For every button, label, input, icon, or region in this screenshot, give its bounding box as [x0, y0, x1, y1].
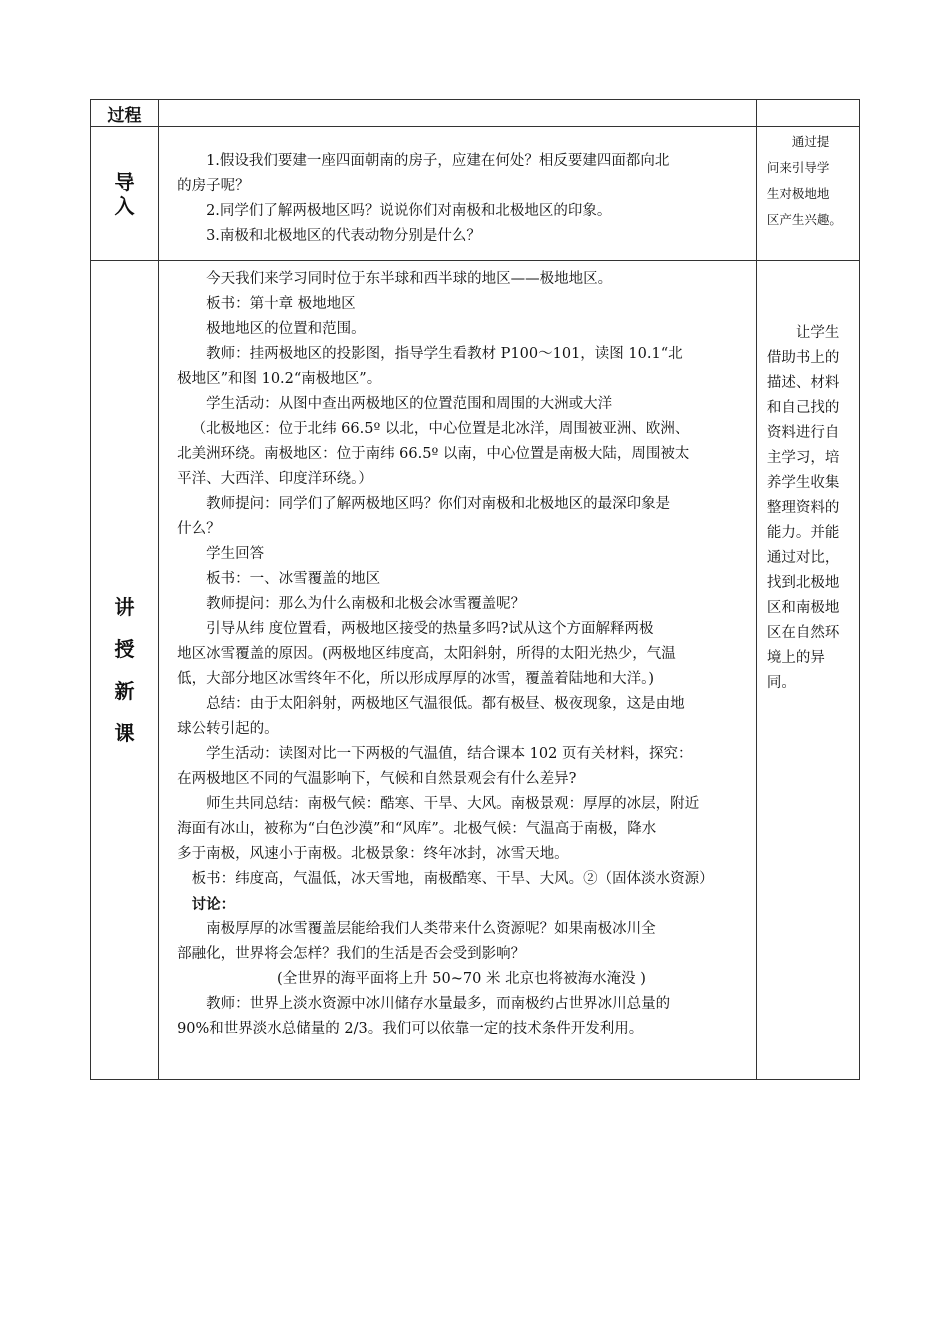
lesson-plan-table: [90, 99, 860, 1080]
main-note-line: 通过对比，: [766, 550, 840, 566]
intro-line: 3.南极和北极地区的代表动物分别是什么？: [206, 228, 481, 244]
main-line: 教师提问：那么为什么南极和北极会冰雪覆盖呢？: [206, 596, 526, 612]
header-blank-cell: [159, 100, 757, 127]
main-line: 球公转引起的。: [177, 721, 279, 737]
main-note-line: 和自己找的: [766, 400, 840, 416]
main-line: 低，大部分地区冰雪终年不化，所以形成厚厚的冰雪，覆盖着陆地和大洋。): [177, 671, 654, 687]
main-note-line: 能力。并能: [766, 525, 840, 541]
intro-line: 1.假设我们要建一座四面朝南的房子，应建在何处？相反要建四面都向北: [206, 153, 670, 169]
main-note-line: 养学生收集: [766, 475, 840, 491]
main-line: 板书：第十章 极地地区: [206, 296, 356, 312]
main-line: 平洋、大西洋、印度洋环绕。）: [177, 471, 373, 487]
main-line: 师生共同总结：南极气候：酷寒、干旱、大风。南极景观：厚厚的冰层，附近: [206, 796, 700, 812]
main-line: 板书：一、冰雪覆盖的地区: [206, 571, 381, 587]
intro-note-line: 生对极地地: [766, 186, 830, 201]
main-line: 今天我们来学习同时位于东半球和西半球的地区——极地地区。: [206, 271, 613, 287]
main-line: (全世界的海平面将上升 50~70 米 北京也将被海水淹没 ): [277, 971, 646, 987]
main-line: 在两极地区不同的气温影响下，气候和自然景观会有什么差异?: [177, 771, 577, 787]
main-label-char: 授: [114, 637, 135, 661]
header-notes-blank-cell: [756, 100, 859, 127]
main-line: 学生活动：从图中查出两极地区的位置范围和周围的大洲或大洋: [206, 396, 613, 412]
intro-content-cell: [159, 127, 757, 261]
intro-label-cell: [91, 127, 159, 261]
intro-note-line: 通过提: [791, 134, 830, 149]
main-line: 学生活动：读图对比一下两极的气温值，结合课本 102 页有关材料，探究：: [206, 746, 693, 762]
process-label: 过程: [107, 105, 142, 126]
discussion-heading: 讨论：: [191, 896, 236, 913]
main-line: 板书：纬度高，气温低，冰天雪地，南极酷寒、干旱、大风。②（固体淡水资源）: [191, 871, 714, 887]
main-line: 教师：挂两极地区的投影图，指导学生看教材 P100～101，读图 10.1“北: [206, 346, 683, 362]
intro-line: 2.同学们了解两极地区吗？说说你们对南极和北极地区的印象。: [206, 203, 612, 219]
main-content-cell: [159, 261, 757, 1080]
main-note-line: 主学习，培: [766, 450, 840, 466]
main-note-line: 区在自然环: [766, 625, 840, 641]
main-note-line: 资料进行自: [766, 425, 840, 441]
intro-label-char: 入: [114, 193, 135, 218]
intro-row: [91, 127, 860, 261]
main-line: 什么？: [177, 521, 221, 537]
main-label-char: 新: [114, 679, 135, 703]
main-note-line: 找到北极地: [766, 575, 840, 591]
intro-note-line: 区产生兴趣。: [766, 212, 842, 227]
main-note-line: 让学生: [795, 325, 840, 341]
main-note-line: 整理资料的: [766, 500, 840, 516]
main-note-line: 描述、材料: [766, 375, 840, 391]
main-note-line: 境上的异: [766, 650, 825, 666]
main-line: 教师提问：同学们了解两极地区吗？你们对南极和北极地区的最深印象是: [206, 496, 671, 512]
main-line: （北极地区：位于北纬 66.5º 以北，中心位置是北冰洋，周围被亚洲、欧洲、: [191, 421, 690, 437]
main-label-cell: [91, 261, 159, 1080]
main-row: [91, 261, 860, 1080]
process-header-cell: [91, 100, 159, 127]
main-line: 南极厚厚的冰雪覆盖层能给我们人类带来什么资源呢？如果南极冰川全: [206, 921, 656, 937]
intro-note-line: 问来引导学: [766, 160, 830, 175]
intro-line: 的房子呢？: [177, 178, 250, 194]
main-line: 极地地区的位置和范围。: [206, 321, 366, 337]
main-line: 北美洲环绕。南极地区：位于南纬 66.5º 以南，中心位置是南极大陆，周围被太: [177, 446, 690, 462]
intro-notes-cell: [756, 127, 859, 261]
main-line: 学生回答: [206, 546, 265, 562]
main-line: 部融化，世界将会怎样？我们的生活是否会受到影响？: [177, 946, 526, 962]
main-line: 总结：由于太阳斜射，两极地区气温很低。都有极昼、极夜现象，这是由地: [206, 696, 685, 712]
main-line: 地区冰雪覆盖的原因。(两极地区纬度高，太阳斜射，所得的太阳光热少，气温: [177, 646, 676, 662]
main-note-line: 借助书上的: [766, 350, 840, 366]
main-label-char: 讲: [114, 595, 135, 619]
main-line: 教师：世界上淡水资源中冰川储存水量最多，而南极约占世界冰川总量的: [206, 996, 671, 1012]
main-line: 海面有冰山，被称为“白色沙漠”和“风库”。北极气候：气温高于南极，降水: [177, 821, 657, 837]
main-line: 90%和世界淡水总储量的 2/3。我们可以依靠一定的技术条件开发利用。: [177, 1021, 644, 1037]
intro-label-char: 导: [114, 169, 135, 194]
main-label-char: 课: [114, 721, 135, 745]
main-line: 多于南极，风速小于南极。北极景象：终年冰封，冰雪天地。: [177, 846, 569, 862]
main-note-line: 同。: [766, 675, 796, 691]
main-notes-cell: [756, 261, 859, 1080]
main-line: 引导从纬 度位置看，两极地区接受的热量多吗?试从这个方面解释两极: [206, 621, 654, 637]
main-line: 极地区”和图 10.2“南极地区”。: [177, 371, 382, 387]
main-note-line: 区和南极地: [766, 600, 840, 616]
header-row: [91, 100, 860, 127]
